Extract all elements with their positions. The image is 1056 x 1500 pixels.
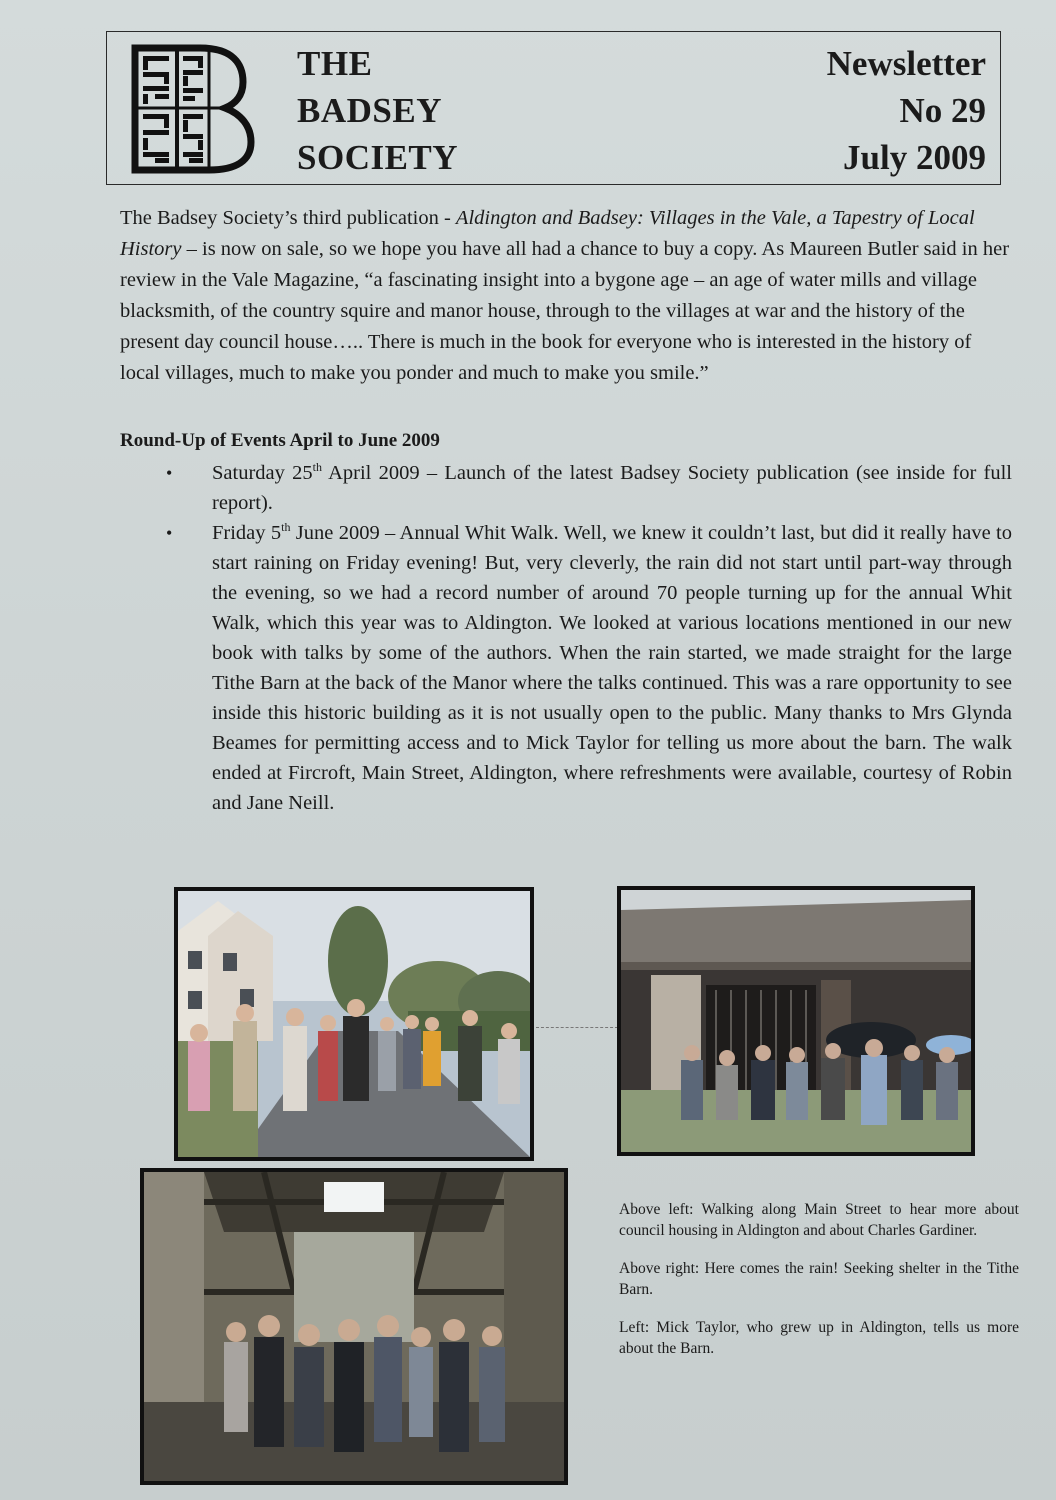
events-heading: Round-Up of Events April to June 2009 (120, 430, 440, 451)
society-name-line-3: SOCIETY (297, 138, 459, 177)
intro-paragraph (120, 203, 1012, 389)
badsey-society-b-logo (125, 42, 260, 175)
photo-inside-barn (140, 1168, 568, 1485)
event-date-text: Friday 5 (212, 522, 282, 544)
issue-info (827, 40, 986, 181)
list-item (160, 458, 1012, 518)
book-title: Aldington and Badsey: Villages in the Vale, a Tapestry of Local History (120, 207, 975, 260)
bullet-icon: • (166, 463, 173, 483)
event-date-text: Saturday 25 (212, 462, 313, 484)
photo-connector-line (536, 1027, 618, 1028)
photo-tithe-barn-rain (617, 886, 975, 1156)
events-list (160, 458, 1012, 818)
ordinal-suffix: th (312, 460, 322, 475)
bullet-icon: • (166, 523, 173, 543)
society-name-line-2: BADSEY (297, 91, 442, 130)
masthead (106, 31, 1001, 185)
caption-above-right: Above right: Here comes the rain! Seeking shelter in the Tithe Barn. (619, 1260, 1019, 1298)
photo-main-street-walk (174, 887, 534, 1161)
event-text: April 2009 – Launch of the latest Badsey Society publication (see inside for full report). (212, 462, 1013, 514)
photo-captions (619, 1199, 1019, 1376)
caption-left: Left: Mick Taylor, who grew up in Aldington, tells us more about the Barn. (619, 1319, 1019, 1357)
intro-text: – is now on sale, so we hope you have all had a chance to buy a copy. As Maureen Butler said in her review in the Vale Magazine, “a fascinating insight into a bygone age – an age of water mills and village blacksmith, of the country squire and manor house, through to the villages at war and the history of the present day council house….. There is much in the book for everyone who is interested in the history of local villages, much to make you ponder and much to make you smile.” (120, 238, 1010, 384)
issue-date: July 2009 (843, 138, 986, 177)
issue-title: Newsletter (826, 44, 986, 83)
intro-lead: The Badsey Society’s third publication - (120, 207, 456, 229)
society-name (297, 40, 458, 181)
ordinal-suffix: th (281, 520, 291, 535)
event-text: June 2009 – Annual Whit Walk. Well, we knew it couldn’t last, but did it really have to start raining on Friday evening! But, very cleverly, the rain did not start until part-way through the evening, so we had a record number of around 70 people turning up for the annual Whit Walk, which this year was to Aldington. We looked at various locations mentioned in our new book with talks by some of the authors. When the rain started, we made straight for the large Tithe Barn at the back of the Manor where the talks continued. This was a rare opportunity to see inside this historic building as it is not usually open to the public. Many thanks to Mrs Glynda Beames for permitting access and to Mick Taylor for telling us more about the barn. The walk ended at Fircroft, Main Street, Aldington, where refreshments were available, courtesy of Robin and Jane Neill. (212, 522, 1013, 814)
issue-number: No 29 (899, 91, 986, 130)
caption-above-left: Above left: Walking along Main Street to hear more about council housing in Aldington and about Charles Gardiner. (619, 1201, 1019, 1239)
list-item (160, 518, 1012, 818)
society-name-line-1: THE (297, 44, 373, 83)
